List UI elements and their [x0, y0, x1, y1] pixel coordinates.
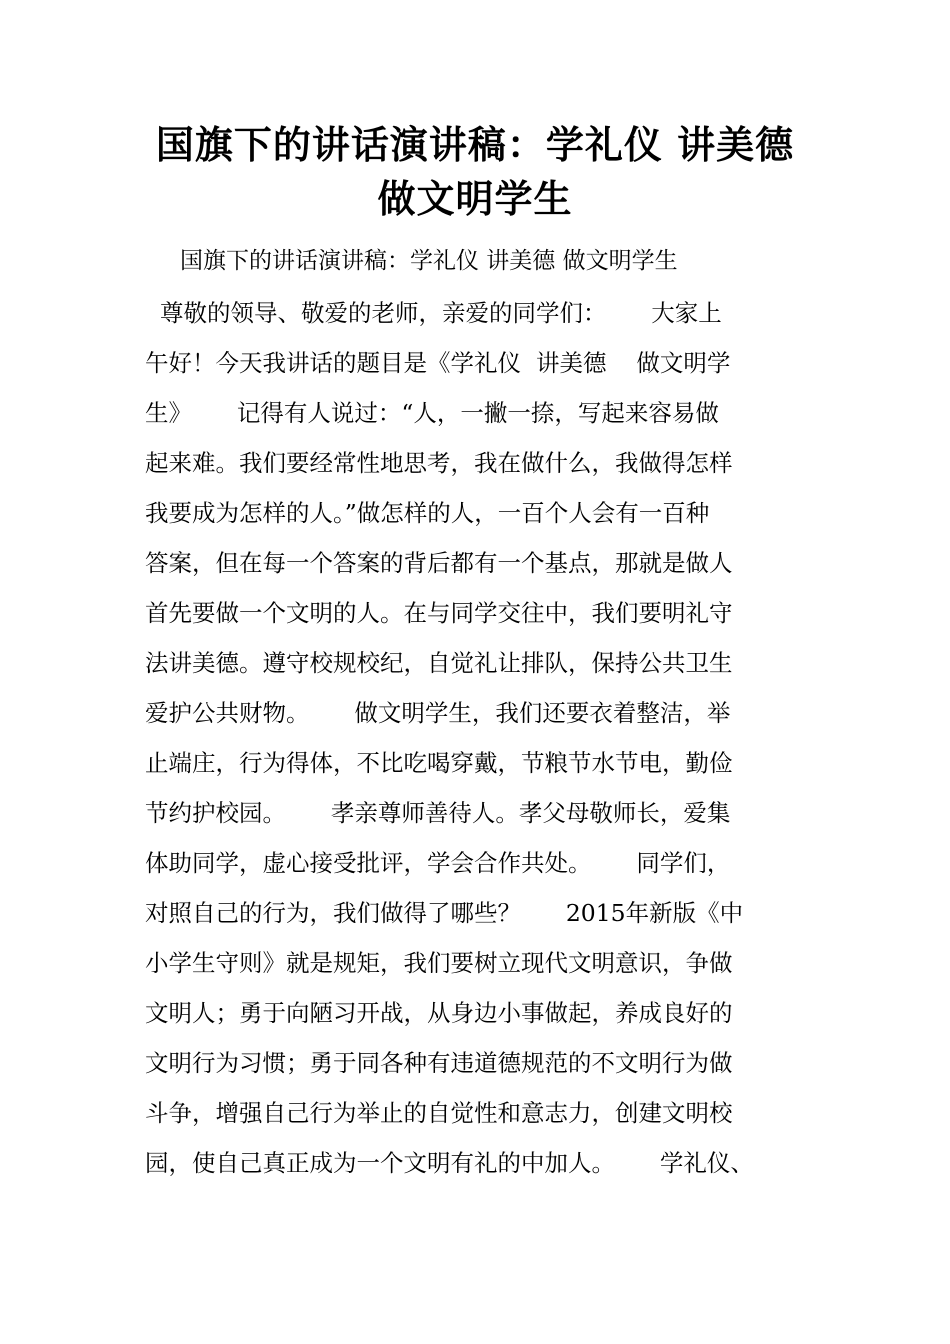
- body-line: 午好！今天我讲话的题目是《学礼仪 讲美德 做文明学: [145, 349, 731, 377]
- title-line-1: 国旗下的讲话演讲稿：学礼仪 讲美德: [155, 123, 795, 167]
- body-line: 对照自己的行为，我们做得了哪些？ 2015年新版《中: [145, 899, 744, 927]
- body-line: 法讲美德。遵守校规校纪，自觉礼让排队，保持公共卫生: [145, 649, 733, 677]
- body-line: 生》 记得有人说过：“人，一撇一捺，写起来容易做: [145, 399, 719, 427]
- title-line-2: 做文明学生: [377, 177, 573, 221]
- body-line: 我要成为怎样的人。”做怎样的人，一百个人会有一百种: [145, 499, 710, 527]
- body-line: 文明人；勇于向陋习开战，从身边小事做起，养成良好的: [145, 999, 733, 1027]
- body-line: 园，使自己真正成为一个文明有礼的中加人。 学礼仪、: [145, 1149, 754, 1177]
- document-body: [145, 298, 835, 1198]
- body-line: 止端庄，行为得体，不比吃喝穿戴，节粮节水节电，勤俭: [145, 749, 733, 777]
- body-line: 起来难。我们要经常性地思考，我在做什么，我做得怎样: [145, 449, 733, 477]
- document-title: [130, 118, 820, 226]
- body-line: 节约护校园。 孝亲尊师善待人。孝父母敬师长，爱集: [145, 799, 731, 827]
- body-line: 答案，但在每一个答案的背后都有一个基点，那就是做人: [145, 549, 733, 577]
- body-line: 文明行为习惯；勇于同各种有违道德规范的不文明行为做: [145, 1049, 733, 1077]
- body-line: 斗争，增强自己行为举止的自觉性和意志力，创建文明校: [145, 1099, 733, 1127]
- body-line: 爱护公共财物。 做文明学生，我们还要衣着整洁，举: [145, 699, 731, 727]
- body-line: 首先要做一个文明的人。在与同学交往中，我们要明礼守: [145, 599, 733, 627]
- body-line: 小学生守则》就是规矩，我们要树立现代文明意识，争做: [145, 949, 733, 977]
- document-subtitle: 国旗下的讲话演讲稿：学礼仪 讲美德 做文明学生: [180, 248, 678, 274]
- body-line: 尊敬的领导、敬爱的老师，亲爱的同学们： 大家上: [145, 299, 722, 327]
- body-line: 体助同学，虚心接受批评，学会合作共处。 同学们，: [145, 849, 731, 877]
